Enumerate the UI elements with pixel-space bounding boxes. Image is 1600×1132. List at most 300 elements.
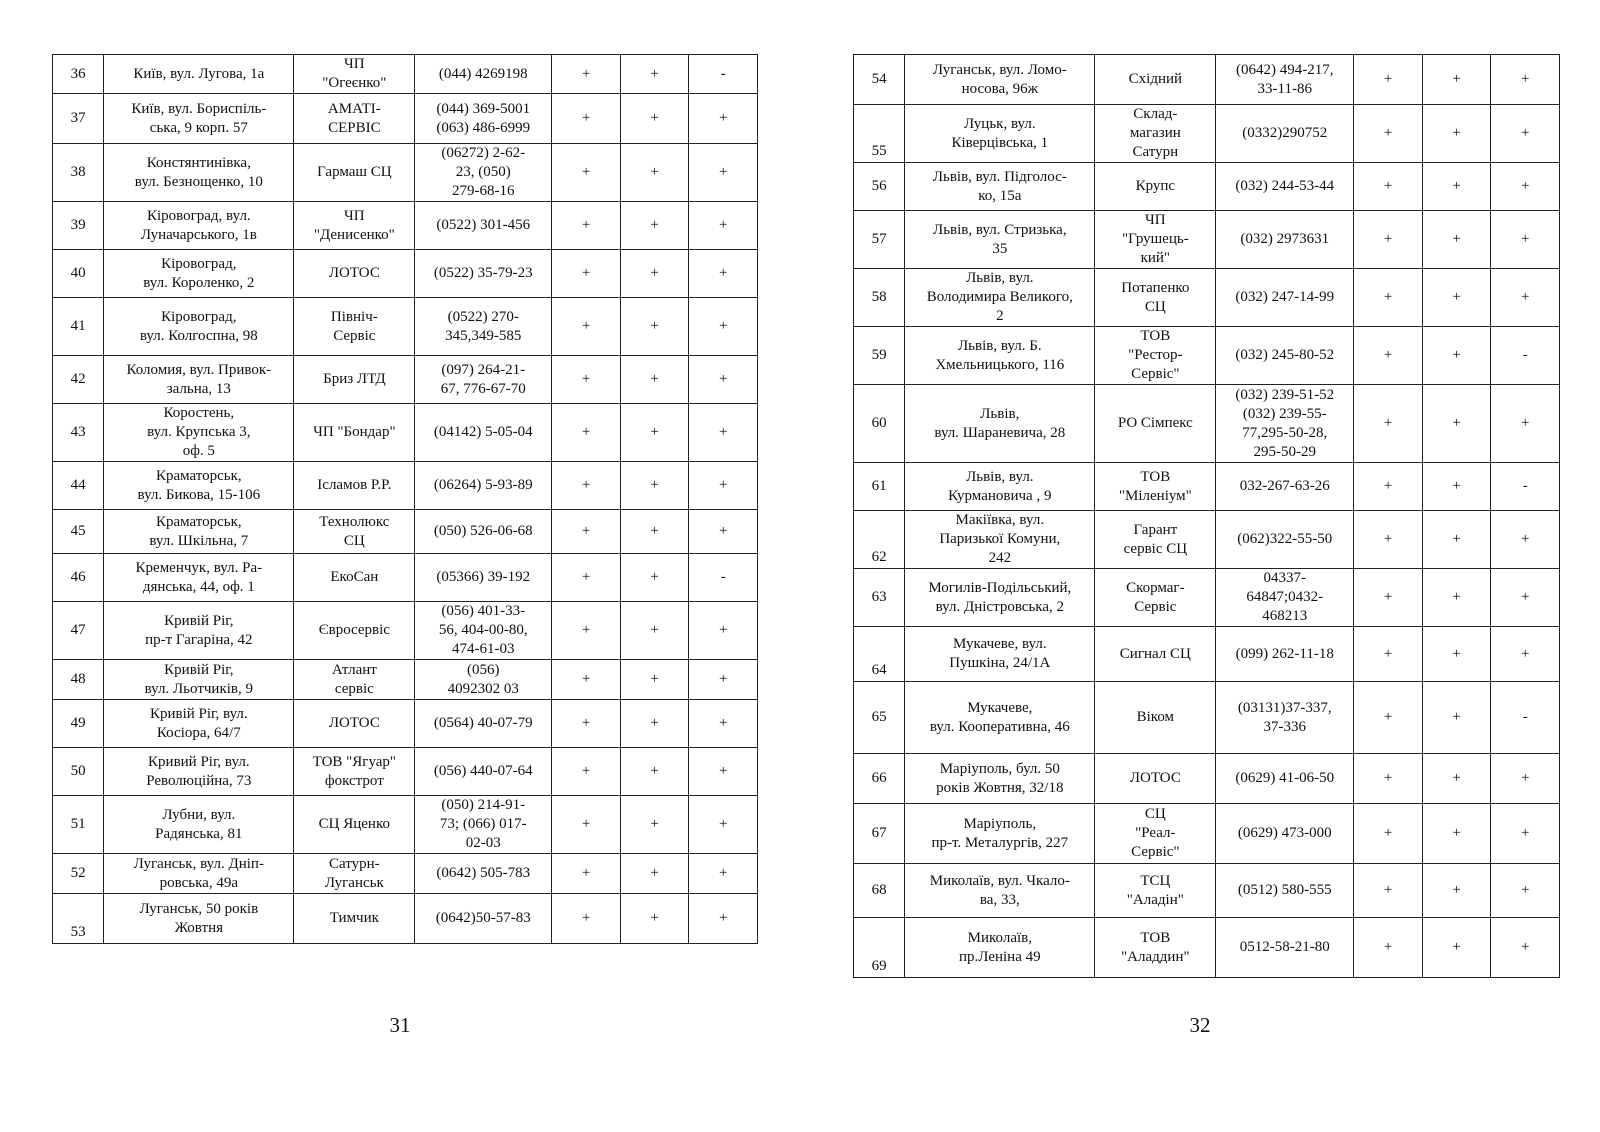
address-cell	[104, 796, 294, 854]
table-row	[53, 202, 758, 250]
service-center-name	[294, 602, 415, 660]
service-center-name-line: СЦ	[1144, 806, 1166, 822]
mark-cell-2: +	[620, 700, 689, 748]
service-center-name-line: ТОВ "Ягуар"	[312, 753, 397, 770]
service-center-name-line: кий"	[1140, 250, 1171, 266]
service-center-name-line: Гармаш СЦ	[317, 164, 392, 180]
mark-cell-1: +	[552, 202, 621, 250]
page-number-right: 32	[1189, 1013, 1211, 1037]
table-row	[854, 269, 1560, 327]
address-cell-line: Луганськ, вул. Дніп-	[133, 855, 264, 872]
mark-cell-1: +	[1354, 463, 1423, 511]
table-row	[53, 404, 758, 462]
service-center-name	[294, 796, 415, 854]
mark-cell-1: +	[552, 554, 621, 602]
address-cell-line: Паризької Комуни,	[939, 531, 1061, 547]
service-center-name	[1095, 463, 1216, 511]
address-cell-line: років Жовтня, 32/18	[936, 779, 1064, 796]
table-row	[854, 804, 1560, 864]
mark-cell-2: +	[620, 894, 689, 944]
address-cell	[905, 682, 1095, 754]
service-center-name-line: Віком	[1136, 709, 1175, 725]
row-number: 61	[854, 463, 905, 511]
phone-cell-line: 0512-58-21-80	[1239, 939, 1330, 955]
phone-cell-line: (050) 526-06-68	[433, 523, 533, 539]
service-center-name-line: "Рестор-	[1128, 347, 1183, 363]
row-number: 53	[53, 894, 104, 944]
table-row	[854, 918, 1560, 978]
mark-cell-1: +	[552, 356, 621, 404]
row-number: 55	[854, 105, 905, 163]
phone-cell-line: (03131)37-337,	[1237, 699, 1332, 716]
table-row	[854, 627, 1560, 682]
service-center-name-line: Сатурн	[1132, 144, 1179, 160]
mark-cell-2: +	[1422, 385, 1491, 463]
address-cell-line: Кривій Ріг,	[164, 661, 234, 678]
phone-cell	[415, 250, 552, 298]
service-center-name-line: Технолюкс	[319, 513, 390, 530]
phone-cell-line: 032-267-63-26	[1239, 478, 1330, 494]
address-cell-line: Краматорськ,	[155, 513, 242, 530]
service-center-name-line: Північ-	[330, 308, 378, 325]
phone-cell-line: 37-336	[1263, 718, 1307, 735]
service-center-name	[1095, 105, 1216, 163]
mark-cell-1: +	[552, 748, 621, 796]
mark-cell-2: +	[620, 510, 689, 554]
table-row	[53, 854, 758, 894]
address-cell-line: Революційна, 73	[146, 772, 252, 789]
address-cell	[104, 202, 294, 250]
phone-cell	[1216, 918, 1354, 978]
phone-cell-line: (06272) 2-62-	[441, 145, 526, 161]
mark-cell-3: +	[1491, 569, 1560, 627]
mark-cell-3: +	[689, 462, 758, 510]
mark-cell-1: +	[1354, 211, 1423, 269]
address-cell	[905, 804, 1095, 864]
address-cell	[104, 404, 294, 462]
service-center-name	[1095, 682, 1216, 754]
service-center-name	[1095, 385, 1216, 463]
service-center-name-line: ЛОТОС	[328, 265, 380, 281]
row-number: 64	[854, 627, 905, 682]
service-center-name	[294, 94, 415, 144]
address-cell-line: Київ, вул. Лугова, 1а	[133, 65, 265, 82]
table-row	[854, 864, 1560, 918]
phone-cell-line: (0642) 505-783	[436, 865, 531, 881]
mark-cell-2: +	[1422, 682, 1491, 754]
table-row	[53, 700, 758, 748]
phone-cell-line: (0564) 40-07-79	[433, 715, 533, 731]
service-center-name	[294, 700, 415, 748]
table-row	[53, 144, 758, 202]
address-cell	[104, 700, 294, 748]
address-cell-line: Кіровоград, вул.	[146, 207, 251, 224]
service-center-name-line: фокстрот	[324, 772, 384, 789]
phone-cell	[1216, 463, 1354, 511]
left-page	[52, 54, 758, 944]
service-center-name	[294, 356, 415, 404]
address-cell-line: Констянтинівка,	[146, 154, 251, 171]
phone-cell	[1216, 105, 1354, 163]
phone-cell-line: (0629) 473-000	[1237, 825, 1332, 841]
service-center-name-line: ЕкоСан	[330, 569, 379, 585]
mark-cell-3: +	[689, 404, 758, 462]
service-center-name-line: ЧП	[344, 207, 365, 224]
table-row	[53, 748, 758, 796]
table-row	[854, 569, 1560, 627]
address-cell-line: Маріуполь, бул. 50	[939, 760, 1060, 777]
table-row	[53, 510, 758, 554]
service-center-name	[1095, 163, 1216, 211]
mark-cell-1: +	[552, 602, 621, 660]
phone-cell	[415, 894, 552, 944]
address-cell	[104, 94, 294, 144]
phone-cell-line: (0642)50-57-83	[435, 910, 531, 926]
service-center-name	[1095, 269, 1216, 327]
service-center-name-line: "Реал-	[1135, 825, 1176, 841]
address-cell	[104, 462, 294, 510]
mark-cell-2: +	[1422, 327, 1491, 385]
service-center-name	[294, 894, 415, 944]
service-center-name	[294, 660, 415, 700]
address-cell	[905, 55, 1095, 105]
address-cell-line: Ківерцівська, 1	[951, 134, 1049, 151]
phone-cell	[1216, 627, 1354, 682]
mark-cell-2: +	[620, 554, 689, 602]
address-cell	[905, 463, 1095, 511]
phone-cell-line: (097) 264-21-	[441, 361, 526, 378]
mark-cell-3: +	[1491, 804, 1560, 864]
table-row	[854, 385, 1560, 463]
table-row	[854, 754, 1560, 804]
mark-cell-3: +	[689, 250, 758, 298]
address-cell-line: ська, 9 корп. 57	[149, 119, 248, 136]
mark-cell-1: +	[1354, 918, 1423, 978]
phone-cell	[1216, 327, 1354, 385]
phone-cell-line: 73; (066) 017-	[439, 816, 527, 832]
mark-cell-1: +	[1354, 163, 1423, 211]
phone-cell-line: 04337-	[1263, 570, 1307, 586]
address-cell-line: Львів, вул. Б.	[958, 337, 1042, 354]
address-cell	[104, 748, 294, 796]
mark-cell-2: +	[620, 356, 689, 404]
address-cell-line: вул. Безнощенко, 10	[134, 173, 263, 190]
phone-cell	[1216, 569, 1354, 627]
table-row	[854, 463, 1560, 511]
phone-cell	[1216, 163, 1354, 211]
row-number: 51	[53, 796, 104, 854]
page-number-left: 31	[389, 1013, 411, 1037]
service-center-name-line: "Аладін"	[1126, 891, 1184, 908]
mark-cell-1: +	[552, 462, 621, 510]
phone-cell	[1216, 211, 1354, 269]
mark-cell-1: +	[552, 404, 621, 462]
service-center-name-line: Бриз ЛТД	[323, 371, 386, 387]
table-row	[53, 660, 758, 700]
address-cell-line: пр.Леніна 49	[958, 948, 1041, 965]
service-center-name-line: Крупс	[1135, 178, 1176, 194]
row-number: 59	[854, 327, 905, 385]
address-cell	[104, 298, 294, 356]
mark-cell-2: +	[620, 202, 689, 250]
mark-cell-3: -	[1491, 463, 1560, 511]
phone-cell-line: 279-68-16	[452, 183, 515, 199]
phone-cell	[415, 356, 552, 404]
address-cell	[905, 627, 1095, 682]
row-number: 39	[53, 202, 104, 250]
address-cell-line: Львів, вул. Стризька,	[933, 221, 1067, 238]
address-cell-line: Коломия, вул. Привок-	[126, 361, 272, 378]
address-cell-line: Кіровоград,	[161, 255, 237, 272]
mark-cell-3: -	[689, 55, 758, 94]
service-center-name	[1095, 327, 1216, 385]
address-cell-line: Львів, вул. Підголос-	[932, 168, 1067, 185]
service-center-name-line: СЦ	[1144, 298, 1166, 315]
address-cell-line: Кривій Ріг,	[164, 612, 234, 629]
service-center-name-line: Тимчик	[329, 910, 379, 926]
mark-cell-2: +	[620, 462, 689, 510]
phone-cell-line: 67, 776-67-70	[440, 380, 526, 397]
service-center-name	[294, 202, 415, 250]
address-cell-line: 2	[996, 308, 1004, 324]
address-cell-line: Хмельницького, 116	[935, 356, 1065, 373]
address-cell-line: Львів,	[980, 405, 1020, 422]
mark-cell-1: +	[552, 510, 621, 554]
mark-cell-1: +	[552, 55, 621, 94]
address-cell-line: Краматорськ,	[155, 467, 242, 484]
address-cell-line: Львів, вул.	[966, 468, 1034, 485]
service-center-name-line: Склад-	[1133, 106, 1178, 122]
service-center-name-line: сервіс СЦ	[1123, 540, 1188, 557]
service-center-name-line: Східний	[1128, 71, 1183, 87]
mark-cell-2: +	[620, 250, 689, 298]
phone-cell-line: (044) 369-5001	[436, 100, 531, 117]
service-center-name	[294, 748, 415, 796]
address-cell-line: оф. 5	[182, 443, 215, 459]
service-center-name	[294, 554, 415, 602]
phone-cell-line: (0629) 41-06-50	[1235, 770, 1335, 786]
address-cell-line: Київ, вул. Бориспіль-	[131, 100, 267, 117]
address-cell	[104, 554, 294, 602]
address-cell-line: вул. Колгоспна, 98	[139, 327, 258, 344]
service-center-name-line: ЧП	[344, 56, 365, 72]
phone-cell-line: (032) 239-55-	[1242, 405, 1327, 422]
address-cell-line: Луганськ, вул. Ломо-	[932, 61, 1067, 78]
table-row	[53, 94, 758, 144]
mark-cell-3: +	[1491, 754, 1560, 804]
mark-cell-3: +	[689, 94, 758, 144]
service-center-name	[294, 510, 415, 554]
row-number: 48	[53, 660, 104, 700]
phone-cell-line: 295-50-29	[1253, 443, 1317, 460]
row-number: 66	[854, 754, 905, 804]
mark-cell-2: +	[620, 796, 689, 854]
mark-cell-3: +	[689, 298, 758, 356]
table-row	[53, 554, 758, 602]
service-center-name-line: Потапенко	[1121, 279, 1190, 296]
phone-cell	[415, 202, 552, 250]
service-center-name	[1095, 211, 1216, 269]
service-table-left	[52, 54, 758, 944]
mark-cell-3: +	[1491, 55, 1560, 105]
address-cell-line: вул. Шкільна, 7	[149, 532, 249, 549]
address-cell-line: Миколаїв, вул. Чкало-	[929, 872, 1070, 889]
service-center-name	[294, 298, 415, 356]
row-number: 52	[53, 854, 104, 894]
row-number: 67	[854, 804, 905, 864]
mark-cell-1: +	[1354, 804, 1423, 864]
address-cell	[104, 55, 294, 94]
address-cell-line: носова, 96ж	[961, 80, 1039, 97]
service-center-name-line: Скормаг-	[1126, 579, 1185, 596]
address-cell-line: вул. Кооперативна, 46	[929, 718, 1070, 735]
mark-cell-3: -	[1491, 327, 1560, 385]
row-number: 37	[53, 94, 104, 144]
row-number: 40	[53, 250, 104, 298]
service-center-name-line: ЧП	[1145, 212, 1166, 228]
phone-cell	[1216, 269, 1354, 327]
phone-cell-line: (0332)290752	[1242, 125, 1328, 141]
phone-cell-line: (099) 262-11-18	[1235, 645, 1334, 662]
address-cell-line: Маріуполь,	[963, 815, 1037, 832]
mark-cell-3: +	[689, 854, 758, 894]
service-center-name-line: ЛОТОС	[1129, 770, 1181, 786]
service-center-name-line: Луганськ	[324, 874, 384, 891]
phone-cell-line: (032) 239-51-52	[1235, 386, 1335, 403]
mark-cell-3: +	[689, 796, 758, 854]
mark-cell-3: +	[689, 510, 758, 554]
phone-cell	[1216, 55, 1354, 105]
row-number: 57	[854, 211, 905, 269]
address-cell	[905, 327, 1095, 385]
address-cell	[104, 250, 294, 298]
phone-cell-line: (032) 2973631	[1240, 231, 1330, 247]
address-cell	[905, 105, 1095, 163]
address-cell-line: пр-т. Металургів, 227	[931, 834, 1069, 851]
row-number: 56	[854, 163, 905, 211]
mark-cell-3: +	[689, 144, 758, 202]
mark-cell-2: +	[1422, 864, 1491, 918]
table-row	[854, 682, 1560, 754]
phone-cell-line: (0642) 494-217,	[1236, 61, 1334, 78]
mark-cell-2: +	[620, 748, 689, 796]
table-row	[53, 602, 758, 660]
row-number: 50	[53, 748, 104, 796]
address-cell-line: Кіровоград,	[161, 308, 237, 325]
row-number: 47	[53, 602, 104, 660]
phone-cell-line: 77,295-50-28,	[1242, 424, 1328, 441]
mark-cell-1: +	[1354, 569, 1423, 627]
service-center-name-line: ЧП "Бондар"	[313, 424, 396, 440]
service-center-name-line: ТСЦ	[1140, 872, 1171, 889]
table-row	[53, 55, 758, 94]
address-cell-line: пр-т Гагаріна, 42	[145, 631, 253, 648]
service-center-name-line: магазин	[1129, 125, 1181, 141]
mark-cell-2: +	[620, 55, 689, 94]
table-row	[53, 298, 758, 356]
phone-cell	[415, 510, 552, 554]
address-cell-line: дянська, 44, оф. 1	[142, 578, 255, 595]
phone-cell-line: (050) 214-91-	[441, 797, 526, 813]
address-cell-line: Жовтня	[174, 919, 223, 936]
phone-cell	[1216, 682, 1354, 754]
mark-cell-2: +	[620, 660, 689, 700]
mark-cell-2: +	[1422, 211, 1491, 269]
mark-cell-2: +	[1422, 105, 1491, 163]
phone-cell-line: (056)	[467, 661, 500, 678]
address-cell-line: Радянська, 81	[155, 825, 243, 842]
mark-cell-2: +	[620, 298, 689, 356]
address-cell	[905, 864, 1095, 918]
service-center-name-line: ТОВ	[1140, 929, 1171, 946]
service-center-name	[294, 854, 415, 894]
table-row	[854, 163, 1560, 211]
phone-cell	[1216, 511, 1354, 569]
service-center-name-line: "Міленіум"	[1118, 487, 1192, 504]
phone-cell-line: (0522) 270-	[447, 308, 519, 325]
phone-cell	[1216, 804, 1354, 864]
table-row	[53, 796, 758, 854]
address-cell-line: Макіївка, вул.	[955, 512, 1045, 528]
mark-cell-1: +	[552, 660, 621, 700]
service-center-name	[1095, 804, 1216, 864]
row-number: 58	[854, 269, 905, 327]
address-cell-line: Луначарського, 1в	[140, 226, 257, 243]
table-row	[854, 105, 1560, 163]
service-center-name-line: Гарант	[1133, 521, 1178, 538]
address-cell-line: Лубни, вул.	[162, 806, 236, 823]
address-cell-line: Мукачеве, вул.	[953, 636, 1047, 652]
service-center-name-line: Сервіс"	[1131, 366, 1180, 382]
phone-cell-line: 33-11-86	[1257, 80, 1312, 97]
phone-cell-line: (0522) 301-456	[436, 217, 531, 233]
mark-cell-3: +	[1491, 105, 1560, 163]
service-center-name-line: Сервіс"	[1131, 844, 1180, 860]
right-page	[853, 54, 1560, 978]
address-cell-line: вул. Льотчиків, 9	[144, 680, 253, 697]
row-number: 41	[53, 298, 104, 356]
mark-cell-1: +	[1354, 682, 1423, 754]
service-center-name-line: СЦ Яценко	[318, 816, 390, 832]
phone-cell-line: 02-03	[465, 835, 501, 851]
mark-cell-2: +	[620, 854, 689, 894]
mark-cell-1: +	[552, 796, 621, 854]
phone-cell-line: (0522) 35-79-23	[433, 265, 533, 281]
mark-cell-2: +	[1422, 269, 1491, 327]
mark-cell-2: +	[1422, 754, 1491, 804]
table-row	[53, 894, 758, 944]
row-number: 69	[854, 918, 905, 978]
address-cell-line: ко, 15а	[978, 187, 1022, 204]
mark-cell-2: +	[620, 94, 689, 144]
service-center-name-line: "Огеєнко"	[322, 75, 387, 91]
address-cell-line: Пушкіна, 24/1А	[949, 655, 1051, 671]
row-number: 63	[854, 569, 905, 627]
service-center-name	[1095, 918, 1216, 978]
phone-cell-line: 23, (050)	[455, 164, 511, 180]
phone-cell	[415, 796, 552, 854]
mark-cell-3: +	[1491, 918, 1560, 978]
service-center-name	[294, 462, 415, 510]
address-cell	[905, 569, 1095, 627]
row-number: 60	[854, 385, 905, 463]
mark-cell-2: +	[620, 404, 689, 462]
mark-cell-1: +	[1354, 327, 1423, 385]
mark-cell-1: +	[552, 298, 621, 356]
table-row	[53, 462, 758, 510]
phone-cell-line: 468213	[1262, 608, 1308, 624]
address-cell	[104, 854, 294, 894]
